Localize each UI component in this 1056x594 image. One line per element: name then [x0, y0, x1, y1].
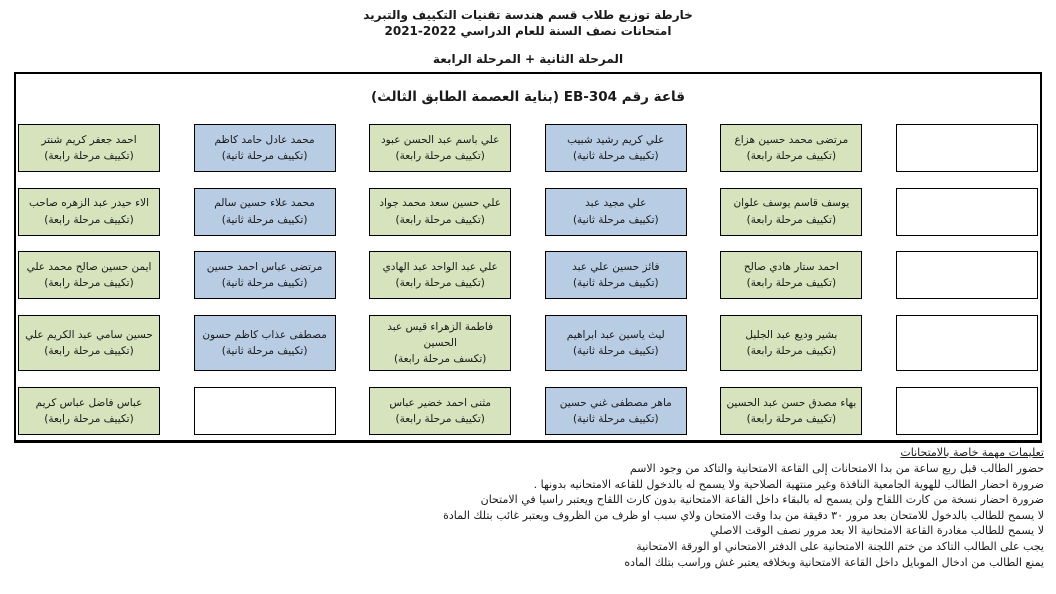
seat-cell: [369, 315, 511, 372]
seat-cell: [18, 188, 160, 236]
stage-label: (تكييف مرحلة رابعة): [395, 277, 485, 290]
instruction-line: ضرورة احضار نسخة من كارت اللقاح ولن يسمح له بالبقاء داخل القاعة الامتحانية بدون كارت اللقاح ويعتبر راسيا في الامتحان: [480, 493, 1044, 507]
instruction-line: يمنع الطالب من ادخال الموبايل داخل القاعة الامتحانية وبخلافه يعتبر غش وراسب بتلك الماده: [624, 555, 1044, 569]
instructions-heading: تعليمات مهمة خاصة بالامتحانات: [900, 446, 1044, 459]
student-name: فائز حسين علي عبد: [572, 260, 660, 273]
student-name: يوسف قاسم يوسف علوان: [733, 197, 850, 210]
seat-cell: [18, 251, 160, 299]
seat-cell: [369, 124, 511, 172]
student-name: علي كريم رشيد شبيب: [567, 133, 665, 146]
seat-cell: [369, 251, 511, 299]
student-name: علي عبد الواحد عبد الهادي: [382, 260, 498, 273]
student-name: مرتضى محمد حسين هزاع: [734, 133, 849, 146]
student-name: علي مجيد عبد: [585, 197, 647, 210]
stage-label: (تكييف مرحلة ثانية): [572, 412, 659, 425]
student-name: بشير وديع عبد الجليل: [745, 328, 838, 341]
student-name: مرتضى عباس احمد حسين: [206, 260, 323, 273]
seat-cell: [18, 124, 160, 172]
stage-label: (تكييف مرحلة رابعة): [44, 412, 134, 425]
stage-label: (تكييف مرحلة ثانية): [572, 150, 659, 162]
stage-label: (تكييف مرحلة رابعة): [746, 150, 837, 162]
student-name: ماهر مصطفى غني حسين: [559, 396, 672, 409]
seat-cell-empty: [896, 124, 1038, 172]
student-name: احمد ستار هادي صالح: [743, 260, 839, 273]
seat-cell: [545, 387, 687, 435]
stage-label: (تكييف مرحلة رابعة): [395, 412, 485, 425]
instruction-line: يجب على الطالب التاكد من ختم اللجنة الامتحانية على الدفتر الامتحاني او الورقة الامتحانية: [636, 539, 1044, 553]
student-name: علي حسين سعد محمد جواد: [379, 197, 502, 210]
seat-cell: [720, 315, 862, 372]
seat-cell-empty: [896, 188, 1038, 236]
stage-label: (تكييف مرحلة رابعة): [746, 345, 837, 358]
instruction-line: حضور الطالب قبل ربع ساعة من بدا الامتحانات إلى القاعة الامتحانية والتاكد من وجود الاسم: [629, 461, 1044, 475]
stage-label: (تكييف مرحلة ثانية): [221, 345, 308, 358]
seat-cell: [18, 315, 160, 372]
student-name: مثنى احمد خضير عباس: [389, 396, 492, 409]
stage-label: (تكييف مرحلة ثانية): [572, 277, 659, 290]
stage-label: (تكييف مرحلة رابعة): [44, 345, 134, 358]
seat-cell: [545, 315, 687, 372]
seat-cell: [194, 124, 336, 172]
hall-header: قاعة رقم EB-304 (بناية العصمة الطابق الثالث): [371, 89, 685, 105]
stage-label: (تكييف مرحلة ثانية): [572, 213, 659, 226]
hall-seating-box: [14, 72, 1042, 443]
seat-cell: [194, 315, 336, 372]
seat-cell-empty: [896, 315, 1038, 372]
seat-grid: [18, 124, 1038, 435]
seat-cell-empty: [896, 387, 1038, 435]
seat-cell: [545, 124, 687, 172]
title-department: خارطة توزيع طلاب قسم هندسة تقنيات التكييف والتبريد: [363, 8, 693, 22]
seat-row-5: [18, 387, 1038, 435]
student-name: ليث ياسين عبد ابراهيم: [566, 328, 665, 341]
instruction-line: لا يسمح للطالب مغادرة القاعة الامتحانية الا بعد مرور نصف الوقت الاصلي: [710, 524, 1044, 538]
student-name: احمد جعفر كريم شنتر: [41, 133, 137, 146]
seat-row-2: [18, 188, 1038, 236]
seat-cell: [720, 387, 862, 435]
student-name: بهاء مصدق حسن عبد الحسين: [726, 396, 857, 409]
stage-label: (تكييف مرحلة رابعة): [395, 213, 485, 226]
stage-label: (تكييف مرحلة رابعة): [746, 412, 837, 425]
student-name: محمد علاء حسين سالم: [214, 197, 315, 210]
seat-cell: [545, 188, 687, 236]
seat-row-3: [18, 251, 1038, 299]
stage-label: (تكييف مرحلة رابعة): [44, 213, 134, 226]
seat-cell: [720, 188, 862, 236]
instruction-line: لا يسمح للطالب بالدخول للامتحان بعد مرور ٣٠ دقيقة من بدا وقت الامتحان ولاي سبب او ظرف من الظروف ويعتبر غائب بتلك المادة: [443, 508, 1044, 522]
student-name: علي باسم عبد الحسن عبود: [380, 133, 500, 146]
seat-cell: [194, 251, 336, 299]
seat-cell: [720, 124, 862, 172]
student-name: فاطمة الزهراء قيس عبد الحسين: [387, 320, 494, 349]
seat-row-1: [18, 124, 1038, 172]
seat-cell: [194, 188, 336, 236]
stage-label: (تكييف مرحلة رابعة): [44, 277, 134, 290]
seat-cell-empty: [194, 387, 336, 435]
title-stages: المرحلة الثانية + المرحلة الرابعة: [432, 52, 624, 67]
stage-label: (تكييف مرحلة ثانية): [572, 345, 659, 358]
student-name: مصطفى عذاب كاظم حسون: [202, 328, 327, 341]
stage-label: (تكييف مرحلة ثانية): [221, 213, 308, 226]
seat-cell: [545, 251, 687, 299]
title-exam-year: امتحانات نصف السنة للعام الدراسي 2022-2021: [384, 23, 672, 38]
seat-cell: [369, 188, 511, 236]
student-name: حسين سامي عبد الكريم علي: [25, 328, 153, 341]
seat-cell: [369, 387, 511, 435]
stage-label: (تكييف مرحلة ثانية): [221, 150, 308, 162]
seat-cell: [18, 387, 160, 435]
instruction-line: ضرورة احضار الطالب للهوية الجامعية النافذة وغير منتهية الصلاحية ولا يسمح له بالدخول للقاعه الامتحانيه بدونها .: [533, 477, 1044, 491]
stage-label: (تكييف مرحلة ثانية): [221, 277, 308, 290]
stage-label: (تكييف مرحلة رابعة): [746, 277, 837, 290]
student-name: الاء حيدر عبد الزهره صاحب: [28, 197, 150, 210]
stage-label: (تكييف مرحلة رابعة): [44, 150, 134, 162]
exam-instructions: [12, 445, 1044, 570]
document-title-block: [0, 8, 1056, 68]
seat-row-4: [18, 315, 1038, 372]
seat-cell: [720, 251, 862, 299]
student-name: ايمن حسين صالح محمد علي: [26, 260, 152, 273]
seat-cell-empty: [896, 251, 1038, 299]
student-name: عباس فاضل عباس كريم: [35, 396, 143, 409]
stage-label: (تكييف مرحلة رابعة): [746, 213, 837, 226]
student-name: محمد عادل حامد كاظم: [214, 133, 315, 146]
stage-label: (تكييف مرحلة رابعة): [395, 150, 485, 162]
stage-label: (تكسف مرحلة رابعة): [393, 353, 487, 366]
